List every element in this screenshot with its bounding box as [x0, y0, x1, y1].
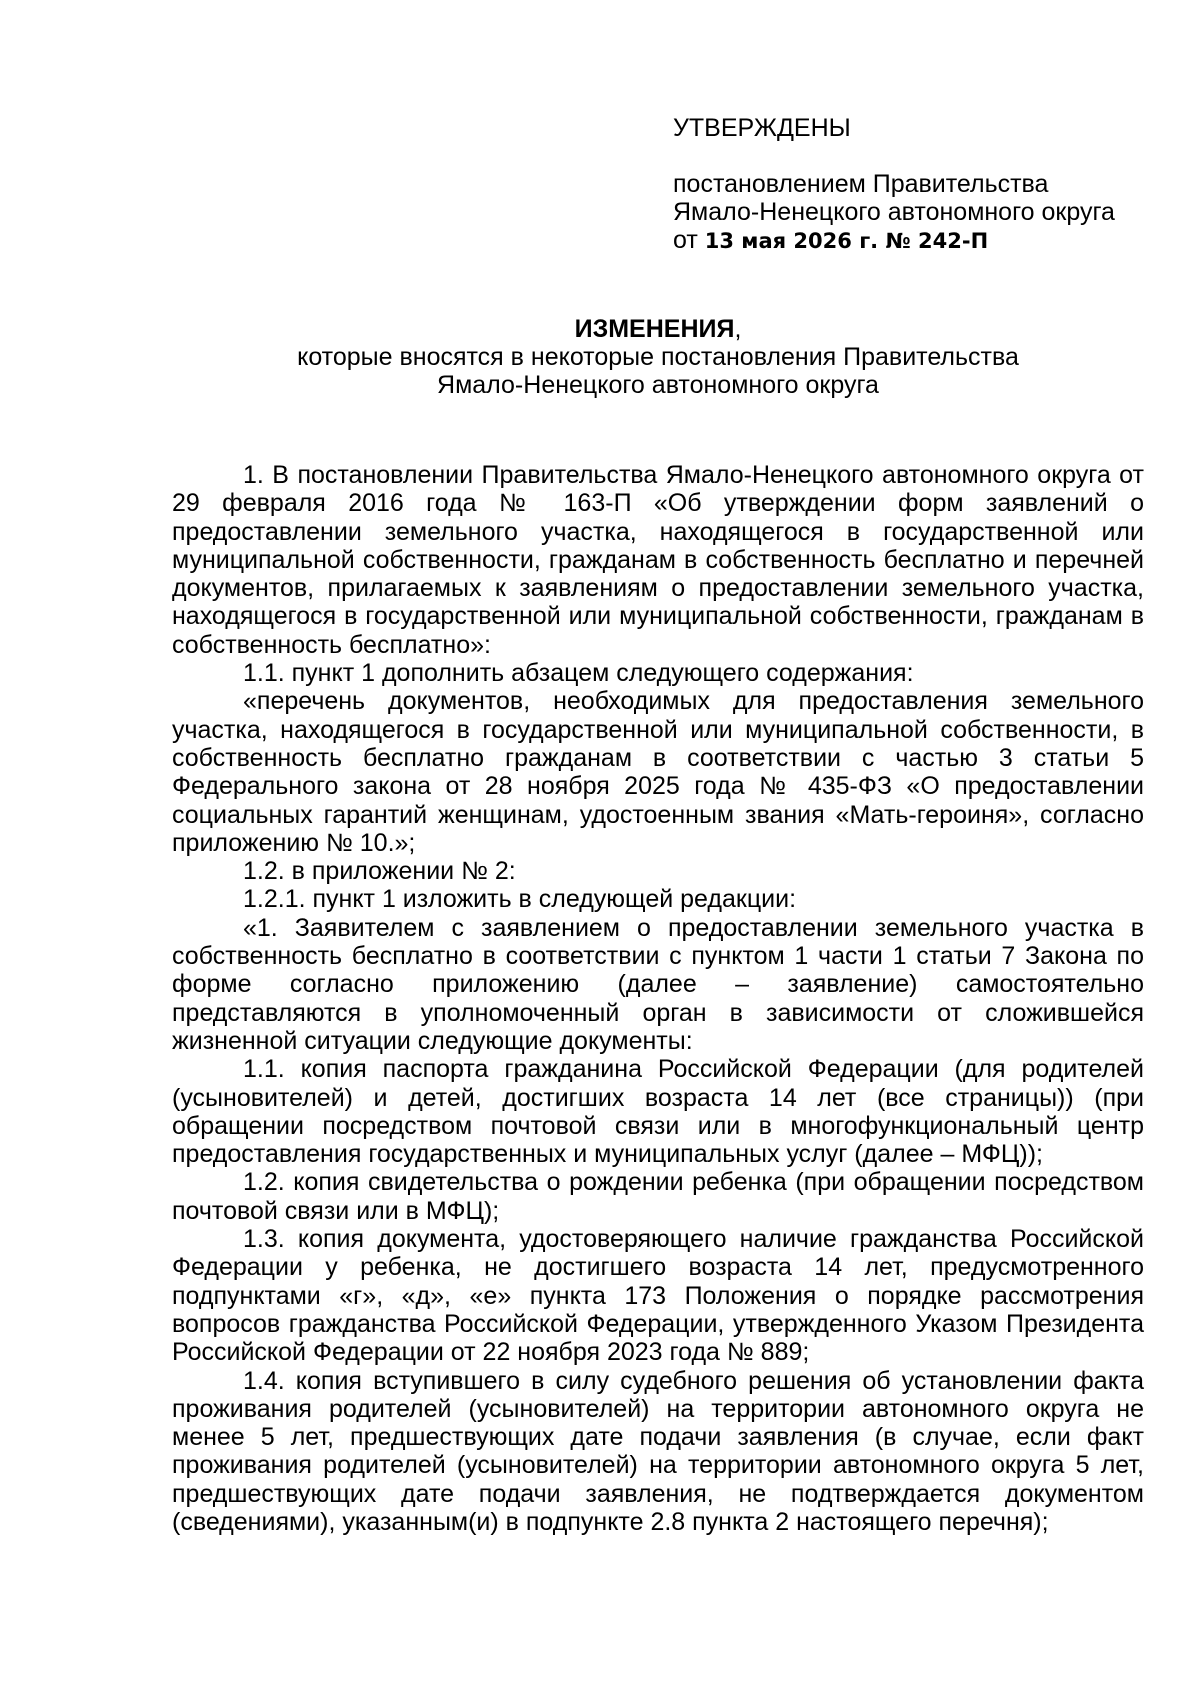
approval-line-1: постановлением Правительства — [673, 170, 1049, 198]
paragraph: 1.1. пункт 1 дополнить абзацем следующего содержания: — [243, 659, 914, 688]
paragraph: 1.1. копия паспорта гражданина Российской Федерации (для родителей (усыновителей) и детей, достигших возраста 14 лет (все страницы)) (при обращении посредством почтовой связи или в многофункциональный центр предоставления государственных и муниципальных услуг (далее – МФЦ)); — [172, 1055, 1144, 1169]
paragraph: 1.2. в приложении № 2: — [243, 857, 516, 886]
paragraph: 1.2. копия свидетельства о рождении ребенка (при обращении посредством почтовой связи или в МФЦ); — [172, 1168, 1144, 1225]
approval-stamp: УТВЕРЖДЕНЫ — [673, 114, 851, 142]
paragraph: 1.2.1. пункт 1 изложить в следующей редакции: — [243, 885, 797, 914]
approval-date-number: 13 мая 2026 г. № 242-П — [704, 229, 989, 253]
approval-basis — [673, 170, 1143, 255]
heading-title: ИЗМЕНЕНИЯ — [574, 315, 735, 343]
document-heading — [172, 315, 1144, 399]
approval-date-prefix: от — [673, 226, 705, 254]
heading-title-comma: , — [734, 315, 742, 343]
approval-block — [673, 114, 1143, 255]
paragraph: 1. В постановлении Правительства Ямало-Ненецкого автономного округа от 29 февраля 2016 года № 163-П «Об утверждении форм заявлений о предоставлении земельного участка, находящегося в государственной или муниципальной собственности, гражданам в собственность бесплатно и перечней документов, прилагаемых к заявлениям о предоставлении земельного участка, находящегося в государственной или муниципальной собственности, гражданам в собственность бесплатно»: — [172, 461, 1144, 659]
document-body — [172, 461, 1144, 1536]
approval-date-line — [673, 226, 1143, 255]
paragraph: 1.4. копия вступившего в силу судебного решения об установлении факта проживания родителей (усыновителей) на территории автономного округа не менее 5 лет, предшествующих дате подачи заявления (в случае, если факт проживания родителей (усыновителей) на территории автономного округа 5 лет, предшествующих дате подачи заявления, не подтверждается документом (сведениями), указанным(и) в подпункте 2.8 пункта 2 настоящего перечня); — [172, 1366, 1144, 1536]
heading-title-line — [172, 315, 1144, 343]
paragraph: 1.3. копия документа, удостоверяющего наличие гражданства Российской Федерации у ребенка, не достигшего возраста 14 лет, предусмотренного подпунктами «г», «д», «е» пункта 173 Положения о порядке рассмотрения вопросов гражданства Российской Федерации, утвержденного Указом Президента Российской Федерации от 22 ноября 2023 года № 889; — [172, 1225, 1144, 1367]
approval-line-2: Ямало-Ненецкого автономного округа — [673, 198, 1115, 226]
heading-subtitle-line-1: которые вносятся в некоторые постановления Правительства — [297, 343, 1019, 371]
paragraph: «перечень документов, необходимых для предоставления земельного участка, находящегося в государственной или муниципальной собственности, в собственность бесплатно гражданам в соответствии с частью 3 статьи 5 Федерального закона от 28 ноября 2025 года № 435-ФЗ «О предоставлении социальных гарантий женщинам, удостоенным звания «Мать-героиня», согласно приложению № 10.»; — [172, 687, 1144, 857]
paragraph: «1. Заявителем с заявлением о предоставлении земельного участка в собственность бесплатно в соответствии с пунктом 1 части 1 статьи 7 Закона по форме согласно приложению (далее – заявление) самостоятельно представляются в уполномоченный орган в зависимости от сложившейся жизненной ситуации следующие документы: — [172, 913, 1144, 1055]
heading-subtitle-line-2: Ямало-Ненецкого автономного округа — [437, 371, 879, 399]
